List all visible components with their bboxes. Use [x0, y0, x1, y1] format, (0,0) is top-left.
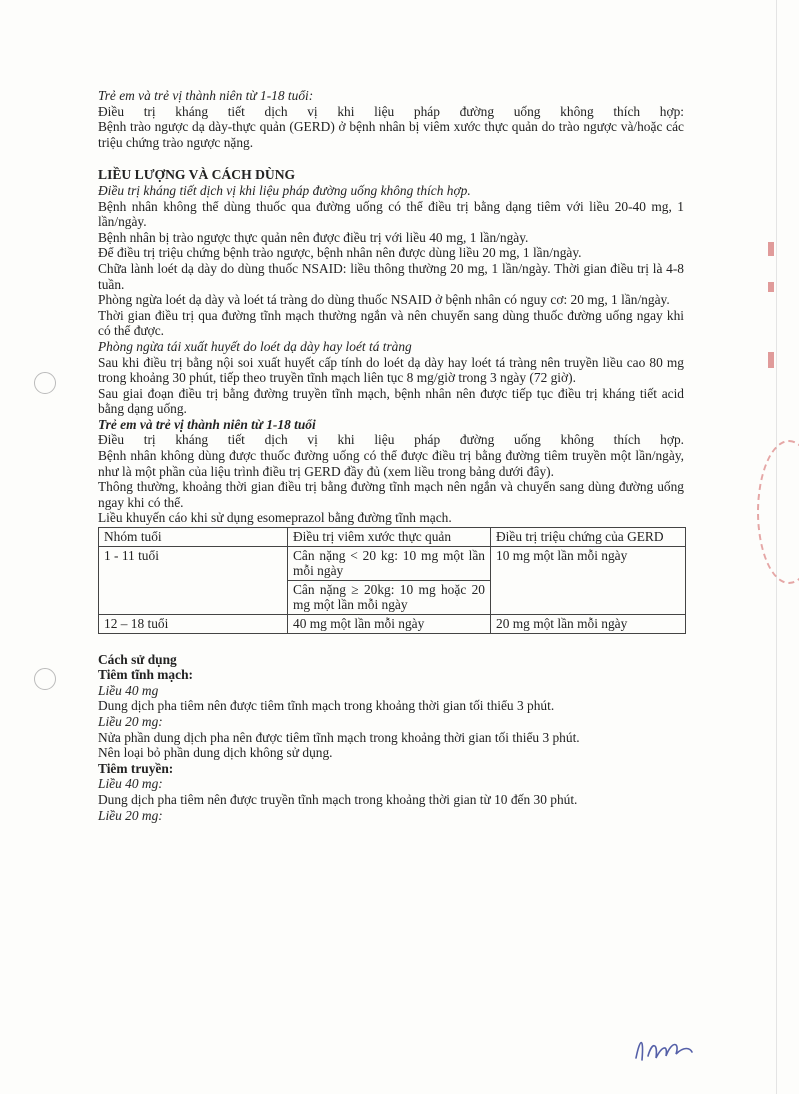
- paragraph: Nên loại bỏ phần dung dịch không sử dụng.: [98, 745, 333, 761]
- dosage-table: [98, 527, 686, 634]
- paragraph: Bệnh nhân không thể dùng thuốc qua đường uống có thể điều trị bằng dạng tiêm với liều 20-40 mg, 1 lần/ngày.: [98, 198, 684, 230]
- dosage-subheading: Điều trị kháng tiết dịch vị khi liệu pháp đường uống không thích hợp.: [98, 182, 471, 198]
- paragraph: Thời gian điều trị qua đường tĩnh mạch thường ngắn và nên chuyển sang dùng thuốc đường uống ngay khi có thể được.: [98, 307, 684, 339]
- signature-mark: [628, 1028, 698, 1068]
- dosage-subheading: Phòng ngừa tái xuất huyết do loét dạ dày hay loét tá tràng: [98, 338, 412, 354]
- table-header-cell: Nhóm tuổi: [99, 528, 288, 547]
- punch-hole-top: [34, 372, 56, 394]
- dose-label: Liều 20 mg:: [98, 713, 163, 729]
- dose-label: Liều 40 mg: [98, 682, 159, 698]
- usage-heading: Cách sử dụng: [98, 651, 177, 667]
- paragraph: Điều trị kháng tiết dịch vị khi liệu pháp đường uống không thích hợp.: [98, 432, 684, 448]
- table-header-row: [99, 528, 686, 547]
- table-header-cell: Điều trị triệu chứng của GERD: [491, 528, 686, 547]
- table-cell-esophagitis: Cân nặng ≥ 20kg: 10 mg hoặc 20 mg một lần mỗi ngày: [288, 580, 491, 614]
- paragraph: Sau giai đoạn điều trị bằng đường truyền tĩnh mạch, bệnh nhân nên được tiếp tục điều trị kháng tiết acid bằng dạng uống.: [98, 385, 684, 417]
- table-header-cell: Điều trị viêm xước thực quản: [288, 528, 491, 547]
- table-row: [99, 546, 686, 580]
- edge-red-mark: [768, 282, 774, 292]
- paragraph: Dung dịch pha tiêm nên được truyền tĩnh mạch trong khoảng thời gian từ 10 đến 30 phút.: [98, 791, 578, 807]
- iv-heading: Tiêm tĩnh mạch:: [98, 667, 193, 683]
- document-body: [98, 88, 684, 823]
- paragraph: Điều trị kháng tiết dịch vị khi liệu pháp đường uống không thích hợp:: [98, 103, 684, 119]
- table-cell-gerd: 10 mg một lần mỗi ngày: [491, 546, 686, 614]
- dose-label: Liều 20 mg:: [98, 807, 163, 823]
- paragraph: Chữa lành loét dạ dày do dùng thuốc NSAID: liều thông thường 20 mg, 1 lần/ngày. Thời gian điều trị là 4-8 tuần.: [98, 260, 684, 292]
- paragraph: Dung dịch pha tiêm nên được tiêm tĩnh mạch trong khoảng thời gian tối thiểu 3 phút.: [98, 698, 555, 714]
- table-caption: Liều khuyến cáo khi sử dụng esomeprazol bằng đường tĩnh mạch.: [98, 510, 452, 526]
- paragraph: Bệnh nhân không dùng được thuốc đường uống có thể được điều trị bằng đường tiêm truyền một lần/ngày, như là một phần của liệu trình điều trị GERD đầy đủ (xem liều trong bảng dưới đây).: [98, 448, 684, 479]
- table-cell-age: 12 – 18 tuổi: [99, 615, 288, 634]
- table-cell-gerd: 20 mg một lần mỗi ngày: [491, 615, 686, 634]
- edge-red-mark: [768, 352, 774, 368]
- paragraph: Phòng ngừa loét dạ dày và loét tá tràng do dùng thuốc NSAID ở bệnh nhân có nguy cơ: 20 mg, 1 lần/ngày.: [98, 292, 670, 308]
- red-stamp-fragment: [757, 440, 799, 584]
- paragraph: Nửa phần dung dịch pha nên được tiêm tĩnh mạch trong khoảng thời gian tối thiểu 3 phút.: [98, 729, 580, 745]
- table-cell-age: 1 - 11 tuổi: [99, 546, 288, 614]
- table-cell-esophagitis: 40 mg một lần mỗi ngày: [288, 615, 491, 634]
- paragraph: Sau khi điều trị bằng nội soi xuất huyết cấp tính do loét dạ dày hay loét tá tràng nên truyền liều cao 80 mg trong khoảng 30 phút, tiếp theo truyền tĩnh mạch liên tục 8 mg/giờ trong 3 ngày (72 giờ).: [98, 354, 684, 386]
- dose-label: Liều 40 mg:: [98, 776, 163, 792]
- table-row: [99, 615, 686, 634]
- children-section-title: Trẻ em và trẻ vị thành niên từ 1-18 tuổi:: [98, 88, 314, 103]
- paragraph: Bệnh nhân bị trào ngược thực quản nên được điều trị với liều 40 mg, 1 lần/ngày.: [98, 229, 529, 245]
- children-section-title: Trẻ em và trẻ vị thành niên từ 1-18 tuổi: [98, 416, 316, 432]
- table-cell-esophagitis: Cân nặng < 20 kg: 10 mg một lần mỗi ngày: [288, 546, 491, 580]
- punch-hole-bottom: [34, 668, 56, 690]
- dosage-heading: LIỀU LƯỢNG VÀ CÁCH DÙNG: [98, 167, 296, 183]
- paragraph: Thông thường, khoảng thời gian điều trị bằng đường tĩnh mạch nên ngắn và chuyển sang dùng đường uống ngay khi có thể.: [98, 479, 684, 510]
- paragraph: Bệnh trào ngược dạ dày-thực quản (GERD) ở bệnh nhân bị viêm xước thực quản do trào ngược và/hoặc các triệu chứng trào ngược nặng.: [98, 119, 684, 150]
- paragraph: Để điều trị triệu chứng bệnh trào ngược, bệnh nhân nên được dùng liều 20 mg, 1 lần/ngày.: [98, 245, 582, 261]
- infusion-heading: Tiêm truyền:: [98, 760, 174, 776]
- edge-red-mark: [768, 242, 774, 256]
